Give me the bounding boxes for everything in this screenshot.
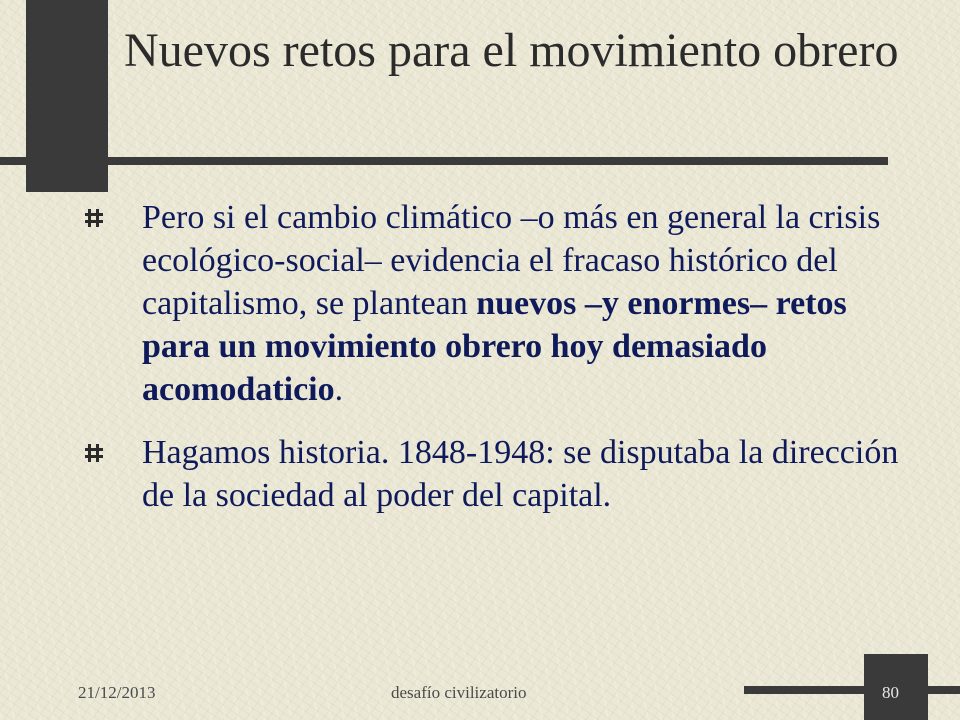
- bullet-bold-text: nuevos –y enormes– retos para un movimiento obrero hoy demasiado acomodaticio: [142, 285, 847, 408]
- title-underline-rule: [0, 157, 888, 165]
- bullet-list: [84, 196, 904, 537]
- bullet-text: Hagamos historia. 1848-1948: se disputaba la dirección de la sociedad al poder del capital.: [142, 434, 899, 514]
- slide-title: Nuevos retos para el movimiento obrero: [124, 24, 899, 77]
- bullet-item: [84, 431, 904, 517]
- bullet-item: [84, 196, 904, 411]
- footer-date: 21/12/2013: [78, 683, 156, 702]
- page-number: 80: [882, 683, 899, 702]
- hash-bullet-icon: [84, 208, 104, 228]
- bullet-text-end: .: [334, 371, 344, 408]
- footer-center-text: desafío civilizatorio: [391, 683, 527, 702]
- hash-bullet-icon: [84, 443, 104, 463]
- bullet-text: Pero si el cambio climático –o más en general la crisis ecológico-social– evidencia el fracaso histórico del capitalismo, se plantean: [142, 199, 881, 322]
